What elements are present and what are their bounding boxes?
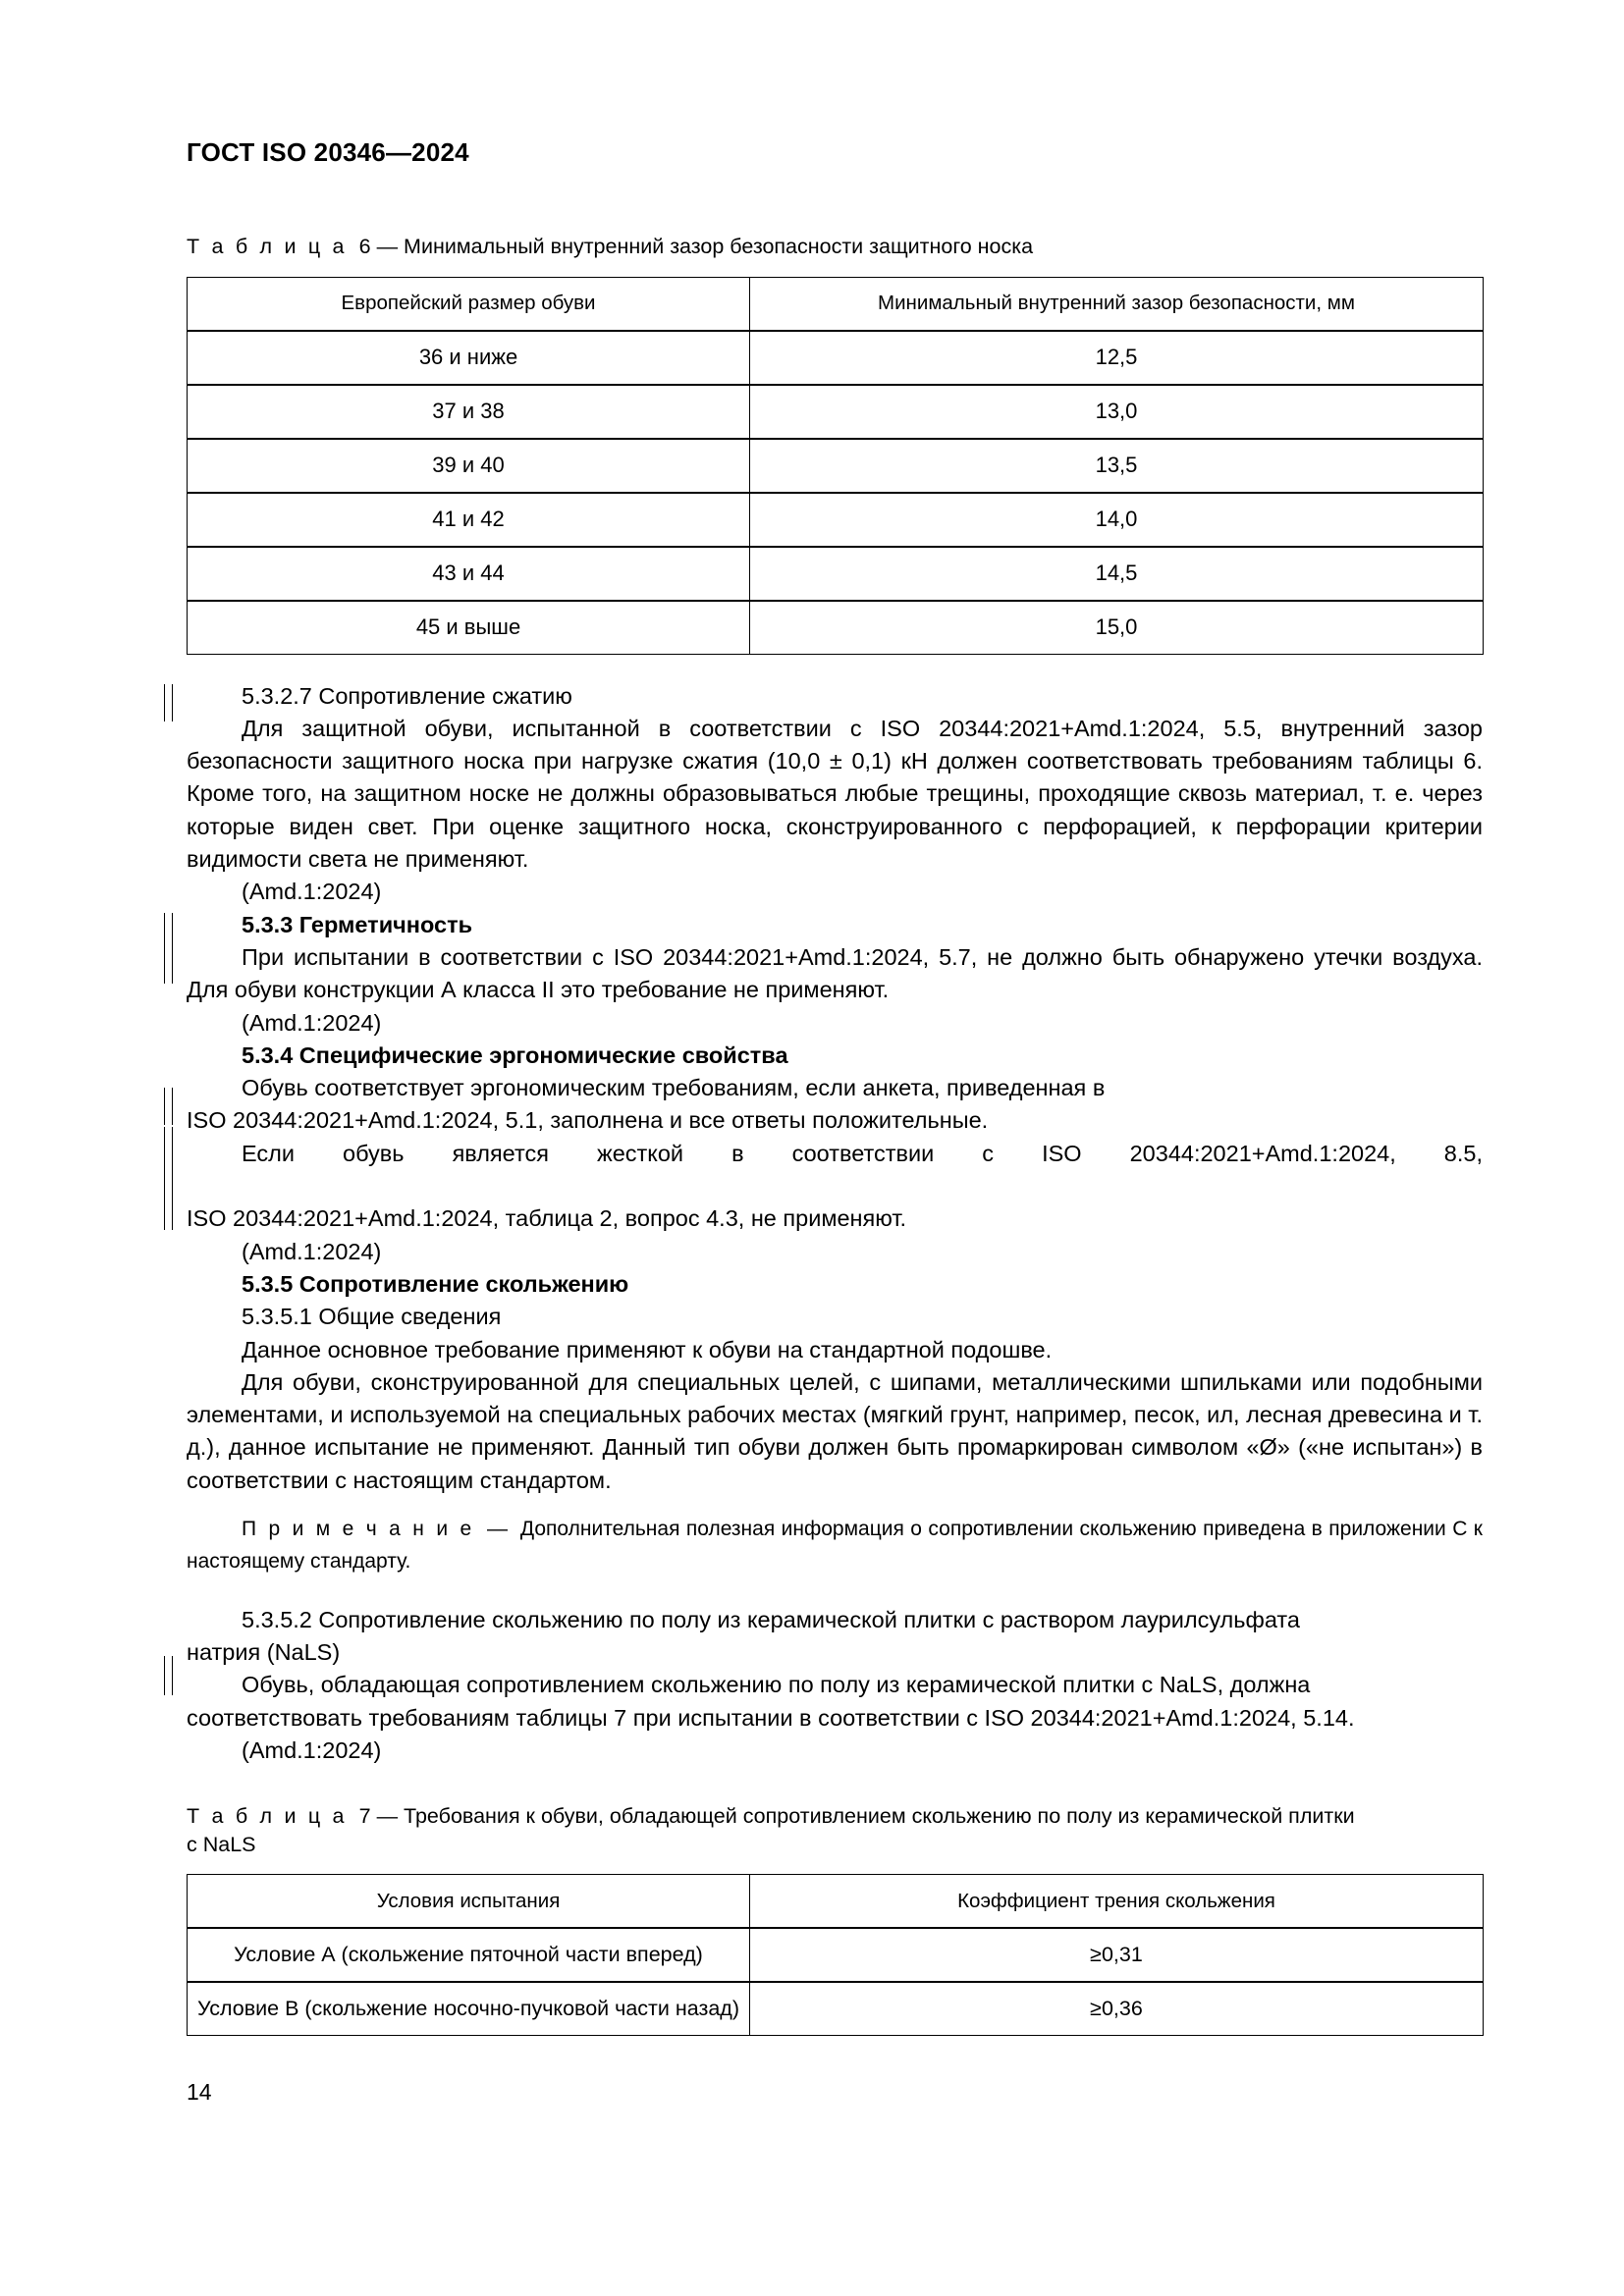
table-row: [188, 331, 1484, 385]
table6-cell-value: 13,0: [750, 385, 1484, 439]
table7: [187, 1874, 1484, 2036]
table7-col-header-coefficient: Коэффициент трения скольжения: [750, 1875, 1484, 1929]
table-row: [188, 601, 1484, 655]
table7-col-header-conditions: Условия испытания: [188, 1875, 750, 1929]
page-content: [187, 137, 1483, 2036]
heading-5-3-5-1: 5.3.5.1 Общие сведения: [242, 1304, 502, 1330]
table7-caption-number: 7: [358, 1804, 371, 1829]
change-bar: [164, 1088, 173, 1125]
table6-caption-text: — Минимальный внутренний зазор безопасности защитного носка: [376, 235, 1034, 258]
paragraph-5-3-2-7-body: Для защитной обуви, испытанной в соответствии с ISO 20344:2021+Amd.1:2024, 5.5, внутренний зазор безопасности защитного носка при нагрузке сжатия (10,0 ± 0,1) кН должен соответствовать требованиям таблицы 6. Кроме того, на защитном носке не должны образовываться любые трещины, проходящие сквозь материал, т. е. через которые виден свет. При оценке защитного носка, сконструированного с перфорацией, к перфорации критерии видимости света не применяют.: [187, 715, 1483, 873]
table6-cell-size: 37 и 38: [188, 385, 750, 439]
table6-caption-label: Т а б л и ц а: [187, 235, 348, 258]
table6-cell-size: 36 и ниже: [188, 331, 750, 385]
note-dash: —: [487, 1518, 509, 1541]
table6-col-header-size: Европейский размер обуви: [188, 277, 750, 331]
amendment-note-3: (Amd.1:2024): [242, 1238, 382, 1264]
table7-caption-text: — Требования к обуви, обладающей сопротивлением скольжению по полу из керамической плитки: [376, 1804, 1355, 1829]
table-row: [188, 439, 1484, 493]
table-row: [188, 1928, 1484, 1982]
change-bar: [164, 1656, 173, 1695]
table6-cell-value: 14,0: [750, 493, 1484, 547]
paragraph-5-3-5-2-line2: соответствовать требованиям таблицы 7 при испытании в соответствии с ISO 20344:2021+Amd.1:2024, 5.14.: [187, 1704, 1355, 1731]
heading-5-3-5: 5.3.5 Сопротивление скольжению: [242, 1270, 629, 1297]
table-row: [188, 385, 1484, 439]
table7-cell-value: ≥0,31: [750, 1928, 1484, 1982]
table6-cell-value: 13,5: [750, 439, 1484, 493]
table6-cell-size: 39 и 40: [188, 439, 750, 493]
change-bar: [164, 684, 173, 721]
heading-5-3-5-2-line1: 5.3.5.2 Сопротивление скольжению по полу из керамической плитки с раствором лаурилсульфата: [242, 1606, 1300, 1632]
table6-header-row: [188, 277, 1484, 331]
amendment-note-4: (Amd.1:2024): [242, 1736, 382, 1763]
table-row: [188, 547, 1484, 601]
page-header: ГОСТ ISO 20346—2024: [187, 137, 469, 167]
table7-cell-condition: Условие А (скольжение пяточной части вперед): [188, 1928, 750, 1982]
page-number: 14: [187, 2079, 212, 2105]
paragraph-5-3-5-1-body: Для обуви, сконструированной для специальных целей, с шипами, металлическими шпильками или подобными элементами, и используемой на специальных рабочих местах (мягкий грунт, например, песок, ил, лесная древесина и т. д.), данное испытание не применяют. Данный тип обуви должен быть промаркирован символом «Ø» («не испытан») в соответствии с настоящим стандартом.: [187, 1368, 1483, 1493]
table6-cell-value: 14,5: [750, 547, 1484, 601]
note-slip-resistance: [187, 1513, 1483, 1578]
amendment-note-1: (Amd.1:2024): [242, 879, 382, 905]
table6-cell-size: 41 и 42: [188, 493, 750, 547]
table7-caption-label: Т а б л и ц а: [187, 1804, 348, 1829]
table-row: [188, 1982, 1484, 2036]
change-bar: [164, 913, 173, 984]
heading-5-3-5-2-line2: натрия (NaLS): [187, 1638, 341, 1665]
paragraph-5-3-3-body: При испытании в соответствии с ISO 20344:2021+Amd.1:2024, 5.7, не должно быть обнаружено утечки воздуха. Для обуви конструкции А класса II это требование не применяют.: [187, 943, 1483, 1003]
heading-5-3-2-7: 5.3.2.7 Сопротивление сжатию: [242, 682, 572, 709]
table6-cell-size: 45 и выше: [188, 601, 750, 655]
note-text: Дополнительная полезная информация о сопротивлении скольжению приведена в приложении С к настоящему стандарту.: [187, 1518, 1483, 1574]
note-label: П р и м е ч а н и е: [242, 1518, 475, 1541]
paragraph-5-3-4-line2: ISO 20344:2021+Amd.1:2024, 5.1, заполнена и все ответы положительные.: [187, 1107, 989, 1134]
amendment-note-2: (Amd.1:2024): [242, 1009, 382, 1036]
paragraph-5-3-4-line4: ISO 20344:2021+Amd.1:2024, таблица 2, вопрос 4.3, не применяют.: [187, 1205, 907, 1232]
table6-cell-value: 12,5: [750, 331, 1484, 385]
table7-header-row: [188, 1875, 1484, 1929]
heading-5-3-3: 5.3.3 Герметичность: [242, 911, 473, 937]
table6-caption-number: 6: [358, 235, 371, 258]
table7-cell-condition: Условие В (скольжение носочно-пучковой части назад): [188, 1982, 750, 2036]
table7-caption: [187, 1802, 1483, 1858]
table6-cell-size: 43 и 44: [188, 547, 750, 601]
paragraph-5-3-5-1-line1: Данное основное требование применяют к обуви на стандартной подошве.: [242, 1336, 1053, 1362]
paragraph-5-3-5-2-line1: Обувь, обладающая сопротивлением скольжению по полу из керамической плитки с NaLS, должна: [242, 1672, 1311, 1698]
table6-caption: [187, 233, 1483, 261]
paragraph-5-3-4-line3: Если обувь является жесткой в соответствии с ISO 20344:2021+Amd.1:2024, 8.5,: [242, 1140, 1483, 1166]
table6-col-header-clearance: Минимальный внутренний зазор безопасности, мм: [750, 277, 1484, 331]
table7-cell-value: ≥0,36: [750, 1982, 1484, 2036]
heading-5-3-4: 5.3.4 Специфические эргономические свойства: [242, 1041, 788, 1068]
table-row: [188, 493, 1484, 547]
table7-caption-text2: с NaLS: [187, 1832, 256, 1856]
table6: [187, 277, 1484, 655]
paragraph-5-3-4-line1: Обувь соответствует эргономическим требованиям, если анкета, приведенная в: [242, 1075, 1106, 1101]
change-bar: [164, 1127, 173, 1230]
table6-cell-value: 15,0: [750, 601, 1484, 655]
